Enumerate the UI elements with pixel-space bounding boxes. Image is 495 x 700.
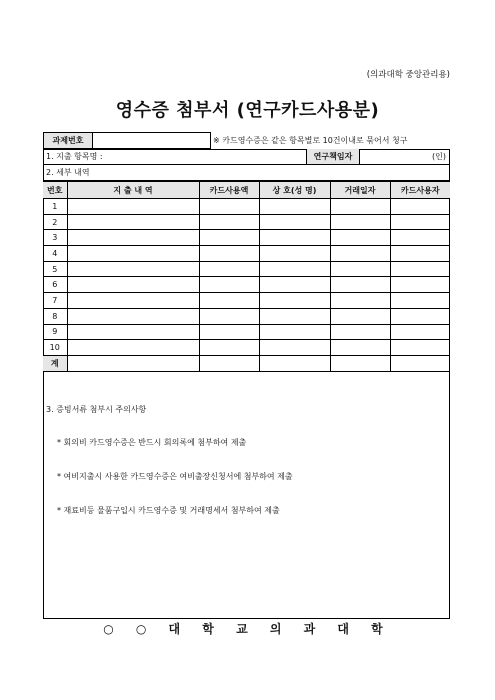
table-cell[interactable] [259, 324, 330, 340]
table-cell[interactable] [67, 199, 199, 215]
col-header-merchant: 상 호(성 명) [259, 182, 330, 199]
row-number: 6 [43, 277, 67, 293]
table-cell[interactable] [199, 293, 259, 309]
table-cell[interactable] [67, 246, 199, 262]
university-footer: ○ ○ 대 학 교 의 과 대 학 [103, 622, 392, 636]
col-header-description: 지 출 내 역 [67, 182, 199, 199]
row-number: 4 [43, 246, 67, 262]
note-item: * 여비지출시 사용한 카드영수증은 여비출장신청서에 첨부하여 제출 [57, 472, 293, 481]
table-row [43, 199, 450, 215]
table-cell[interactable] [259, 230, 330, 246]
table-cell[interactable] [199, 261, 259, 277]
table-cell[interactable] [199, 277, 259, 293]
total-label: 계 [43, 355, 67, 371]
table-cell[interactable] [259, 277, 330, 293]
table-cell[interactable] [259, 261, 330, 277]
note-item: * 회의비 카드영수증은 반드시 회의록에 첨부하여 제출 [57, 438, 247, 447]
table-cell[interactable] [67, 293, 199, 309]
table-cell[interactable] [259, 214, 330, 230]
manager-label: 연구책임자 [306, 149, 360, 164]
row-number: 1 [43, 199, 67, 215]
table-cell[interactable] [259, 293, 330, 309]
row-number: 10 [43, 340, 67, 356]
table-row [43, 277, 450, 293]
note-item: * 재료비등 물품구입시 카드영수증 및 거래명세서 첨부하여 제출 [57, 506, 280, 515]
detail-table [43, 181, 450, 372]
table-cell[interactable] [330, 277, 390, 293]
table-cell[interactable] [259, 308, 330, 324]
row-number: 8 [43, 308, 67, 324]
table-header-row [43, 182, 450, 199]
total-cell[interactable] [199, 355, 259, 371]
table-cell[interactable] [390, 199, 450, 215]
detail-section-row [43, 165, 450, 181]
table-cell[interactable] [330, 340, 390, 356]
table-row [43, 340, 450, 356]
page-title: 영수증 첨부서 (연구카드사용분) [115, 100, 380, 121]
project-number-field[interactable] [93, 133, 210, 148]
table-cell[interactable] [330, 293, 390, 309]
table-cell[interactable] [199, 340, 259, 356]
table-cell[interactable] [390, 230, 450, 246]
table-cell[interactable] [67, 340, 199, 356]
table-cell[interactable] [199, 230, 259, 246]
table-cell[interactable] [67, 308, 199, 324]
table-cell[interactable] [330, 308, 390, 324]
table-cell[interactable] [390, 324, 450, 340]
table-cell[interactable] [199, 214, 259, 230]
row-number: 2 [43, 214, 67, 230]
table-cell[interactable] [67, 277, 199, 293]
table-cell[interactable] [330, 261, 390, 277]
total-cell[interactable] [259, 355, 330, 371]
col-header-user: 카드사용자 [390, 182, 450, 199]
table-cell[interactable] [390, 214, 450, 230]
table-row [43, 293, 450, 309]
expense-category-label: 1. 지출 항목명 : [46, 152, 103, 161]
total-cell[interactable] [330, 355, 390, 371]
table-cell[interactable] [199, 308, 259, 324]
top-note: (의과대학 중앙관리용) [366, 70, 450, 80]
col-header-amount: 카드사용액 [199, 182, 259, 199]
table-row [43, 214, 450, 230]
total-cell[interactable] [67, 355, 199, 371]
table-cell[interactable] [259, 246, 330, 262]
table-cell[interactable] [67, 261, 199, 277]
col-header-number: 번호 [43, 182, 67, 199]
col-header-date: 거래일자 [330, 182, 390, 199]
detail-section-label: 2. 세부 내역 [46, 168, 90, 177]
table-cell[interactable] [259, 199, 330, 215]
table-cell[interactable] [390, 261, 450, 277]
total-row [43, 355, 450, 371]
table-row [43, 308, 450, 324]
table-cell[interactable] [330, 246, 390, 262]
total-cell[interactable] [390, 355, 450, 371]
seal-mark: (인) [432, 152, 446, 161]
table-cell[interactable] [259, 340, 330, 356]
row-number: 7 [43, 293, 67, 309]
table-cell[interactable] [330, 199, 390, 215]
row-number: 5 [43, 261, 67, 277]
table-cell[interactable] [67, 214, 199, 230]
row-number: 9 [43, 324, 67, 340]
table-cell[interactable] [199, 246, 259, 262]
table-cell[interactable] [330, 230, 390, 246]
table-row [43, 261, 450, 277]
table-cell[interactable] [330, 324, 390, 340]
table-row [43, 324, 450, 340]
table-cell[interactable] [390, 246, 450, 262]
table-cell[interactable] [67, 230, 199, 246]
table-cell[interactable] [67, 324, 199, 340]
table-cell[interactable] [199, 199, 259, 215]
row-number: 3 [43, 230, 67, 246]
project-number-box [43, 132, 211, 149]
table-cell[interactable] [330, 214, 390, 230]
notes-title: 3. 증빙서류 첨부시 주의사항 [46, 405, 147, 414]
project-number-label: 과제번호 [44, 133, 93, 148]
table-row [43, 246, 450, 262]
expense-category-row [43, 149, 450, 165]
table-cell[interactable] [390, 293, 450, 309]
table-cell[interactable] [390, 308, 450, 324]
project-note: ※ 카드영수증은 같은 항목별로 10건이내로 묶어서 청구 [213, 136, 408, 145]
table-cell[interactable] [390, 277, 450, 293]
table-row [43, 230, 450, 246]
table-cell[interactable] [390, 340, 450, 356]
table-cell[interactable] [199, 324, 259, 340]
